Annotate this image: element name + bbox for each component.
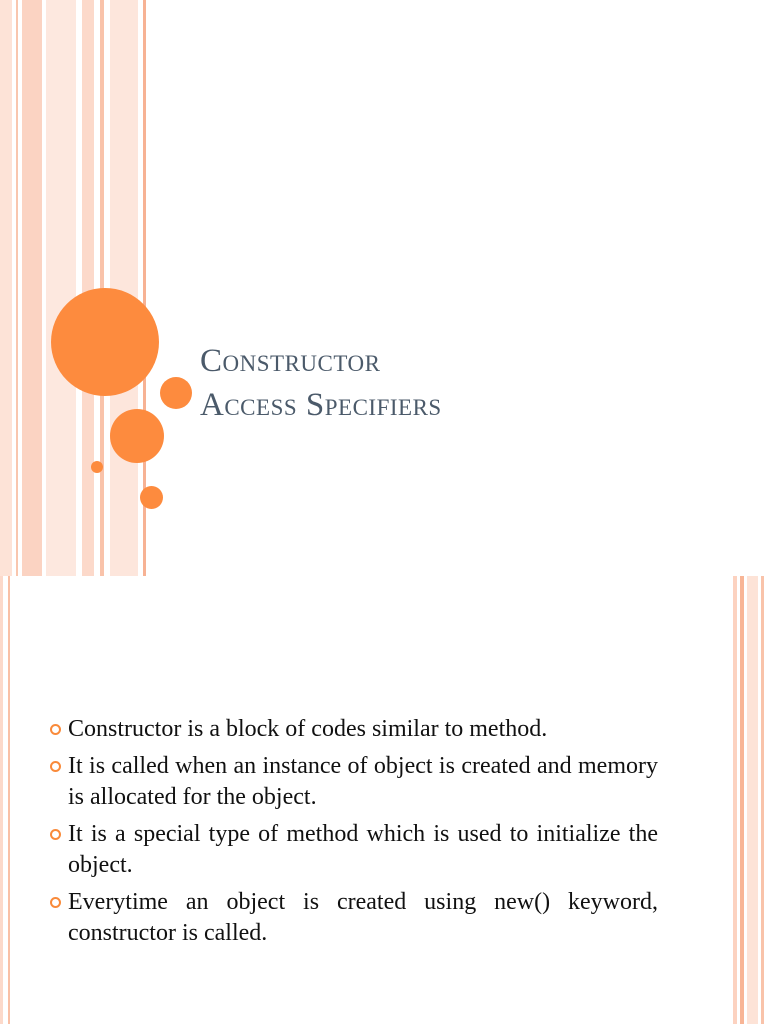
left-stripe-2 [16,0,18,576]
content-right-stripe-1 [733,576,737,1024]
bullet-item [48,887,658,949]
large-circle [51,288,159,396]
bullet-text: It is a special type of method which is used to initialize the object. [68,821,658,878]
bullet-circle-icon [50,897,61,908]
bullet-text: It is called when an instance of object is created and memory is allocated for the object. [68,753,658,810]
content-right-stripe-4 [761,576,764,1024]
left-stripe-5 [82,0,94,576]
slide-title [200,340,442,427]
content-right-stripe-3 [747,576,758,1024]
bullet-list [48,714,658,955]
content-left-stripe-2 [8,576,10,1024]
bullet-circle-icon [50,829,61,840]
bullet-item [48,751,658,813]
left-stripe-1 [0,0,12,576]
content-slide [0,576,768,1024]
bullet-text: Everytime an object is created using new() keyword, constructor is called. [68,889,658,946]
bullet-text: Constructor is a block of codes similar to method. [68,716,548,742]
title-line-1: Constructor [200,343,381,379]
bullet-item [48,714,658,745]
tiny-circle [91,461,103,473]
small-circle-bottom [140,486,163,509]
bullet-circle-icon [50,724,61,735]
content-left-stripe-1 [0,576,3,1024]
left-stripe-3 [22,0,42,576]
left-stripe-4 [46,0,76,576]
title-line-2: Access Specifiers [200,386,442,423]
bullet-circle-icon [50,761,61,772]
content-right-stripe-2 [740,576,744,1024]
small-circle-right [160,377,192,409]
bullet-item [48,819,658,881]
medium-circle [110,409,164,463]
